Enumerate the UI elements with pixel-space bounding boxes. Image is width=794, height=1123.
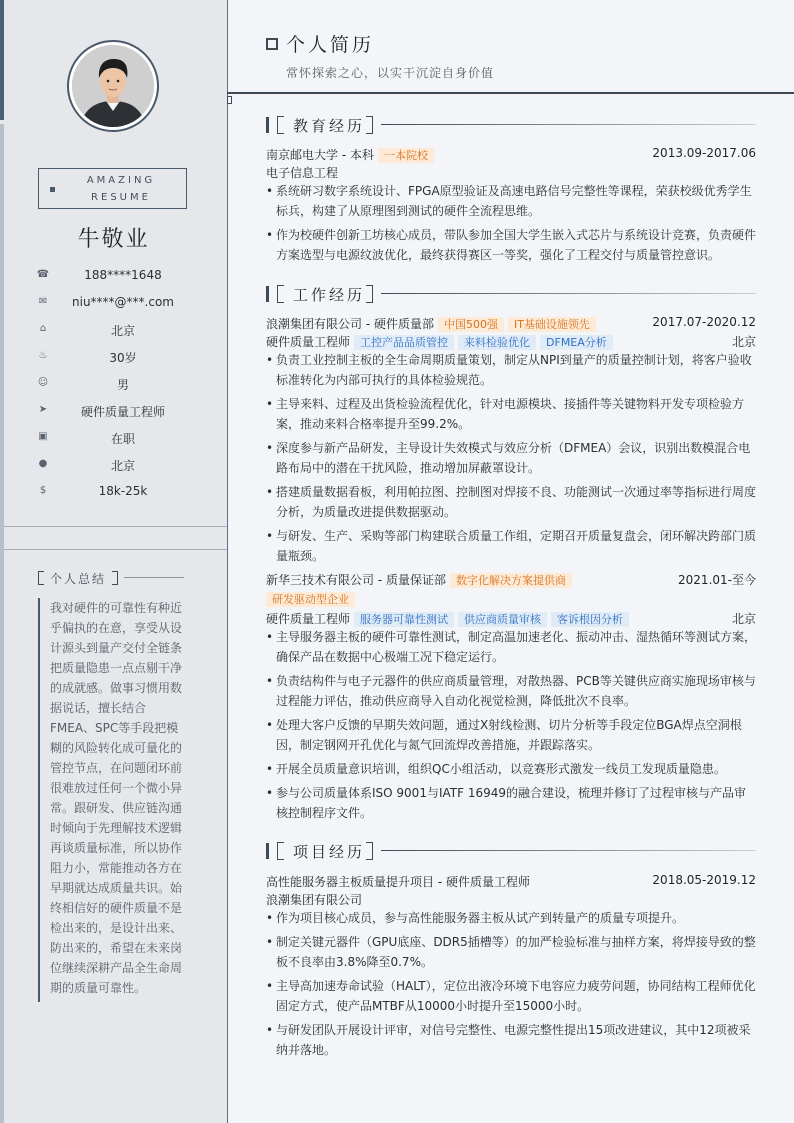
sidebar-accent-lower [0, 124, 4, 1123]
summary-text: 我对硬件的可靠性有种近乎偏执的在意，享受从设计源头到量产交付全链条把质量隐患一点点剔干净的成就感。做事习惯用数据说话，擅长结合FMEA、SPC等手段把模糊的风险转化成可量化的管控节点，在问题闭环前很难放过任何一个微小异常。跟研发、供应链沟通时倾向于先理解技术逻辑再谈质量标准，所以协作阻力小，常能推动各方在早期就达成质量共识。始终相信好的硬件质量不是检出来的，是设计出来、防出来的，希望在未来岗位继续深耕产品全生命周期的质量可靠性。 [50, 601, 183, 995]
job-bullet: • 主导服务器主板的硬件可靠性测试，制定高温加速老化、振动冲击、湿热循环等测试方案，确保产品在数据中心极端工况下稳定运行。 [266, 627, 756, 667]
info-phone [36, 267, 216, 285]
company-name: 浪潮集团有限公司 - 硬件质量部 [266, 317, 434, 331]
section-bar-icon [266, 286, 269, 302]
job-bullet: • 搭建质量数据看板，利用帕拉图、控制图对焊接不良、功能测试一次通过率等指标进行周度分析，为质量改进提供数据驱动。 [266, 482, 756, 522]
info-home-value: 北京 [110, 324, 135, 338]
role-tag: 供应商质量审核 [458, 612, 547, 627]
project-bullet: • 制定关键元器件（GPU底座、DDR5插槽等）的加严检验标准与抽样方案，将焊接导致的整板不良率由3.8%降至0.7%。 [266, 932, 756, 972]
education-bullet: • 系统研习数字系统设计、FPGA原型验证及高速电路信号完整性等课程，荣获校级优秀学生标兵，构建了从原理图到测试的硬件全流程思维。 [266, 181, 756, 221]
location-pin-icon: ● [38, 458, 48, 469]
job-bullet: • 深度参与新产品研发，主导设计失效模式与效应分析（DFMEA）会议，识别出数模混合电路布局中的潜在干扰风险，推动增加屏蔽罩设计。 [266, 438, 756, 478]
label-square-icon [50, 187, 55, 192]
money-icon: $ [39, 485, 47, 496]
cake-icon: ♨ [38, 350, 48, 361]
page-subtitle: 常怀探索之心，以实干沉淀自身价值 [286, 66, 495, 80]
job-bullet: • 开展全员质量意识培训，组织QC小组活动，以竞赛形式激发一线员工发现质量隐患。 [266, 759, 756, 779]
section-title: 项目经历 [293, 843, 366, 861]
bracket-left-icon [38, 571, 44, 585]
bracket-left-icon [277, 285, 284, 303]
sidebar-divider [4, 549, 227, 550]
info-phone-value: 188****1648 [84, 268, 162, 282]
info-email [36, 294, 216, 312]
avatar-photo [72, 45, 154, 127]
avatar [67, 40, 159, 132]
send-icon: ➤ [38, 404, 48, 415]
project-bullet: • 主导高加速寿命试验（HALT），定位出液冷环境下电容应力疲劳问题，协同结构工程师优化固定方式，使产品MTBF从10000小时提升至15000小时。 [266, 976, 756, 1016]
project-header [266, 873, 756, 891]
job-bullet: • 负责工业控制主板的全生命周期质量策划，制定从NPI到量产的质量控制计划，将客户验收标准转化为内部可执行的具体检验规范。 [266, 350, 756, 390]
briefcase-icon: ▣ [38, 431, 48, 442]
project-company: 浪潮集团有限公司 [266, 893, 363, 907]
info-status-value: 在职 [110, 432, 135, 446]
section-bar-icon [266, 117, 269, 133]
header-rule [227, 92, 794, 94]
role-tag: 来料检验优化 [458, 335, 536, 350]
info-email-value: niu****@***.com [72, 295, 174, 309]
job-header [266, 571, 756, 589]
info-location [36, 456, 216, 474]
role-tag: 工控产品品质管控 [354, 335, 454, 350]
bracket-right-icon [366, 116, 373, 134]
bracket-right-icon [366, 285, 373, 303]
summary-heading-rule [124, 577, 184, 578]
page-title: 个人简历 [286, 34, 375, 56]
candidate-name: 牛敬业 [77, 227, 150, 252]
info-gender [36, 375, 216, 393]
school-tag: 一本院校 [378, 148, 434, 163]
summary-accent-bar [38, 598, 40, 1002]
info-status [36, 429, 216, 447]
bracket-right-icon [366, 842, 373, 860]
bracket-left-icon [277, 116, 284, 134]
section-title: 教育经历 [293, 117, 366, 135]
bracket-left-icon [277, 842, 284, 860]
education-header [266, 146, 756, 164]
company-tag: 数字化解决方案提供商 [450, 573, 572, 588]
job-bullet: • 参与公司质量体系ISO 9001与IATF 16949的融合建设，梳理并修订了过程审核与产品审核控制程序文件。 [266, 783, 756, 823]
info-location-value: 北京 [110, 459, 135, 473]
school-name: 南京邮电大学 - 本科 [266, 148, 374, 162]
education-bullet: • 作为校硬件创新工坊核心成员，带队参加全国大学生嵌入式芯片与系统设计竞赛，负责硬件方案选型与电源纹波优化，最终获得赛区一等奖，强化了工程交付与质量管控意识。 [266, 225, 756, 265]
job-bullet: • 处理大客户反馈的早期失效问题，通过X射线检测、切片分析等手段定位BGA焊点空洞根因，制定钢网开孔优化与氮气回流焊改善措施，并跟踪落实。 [266, 715, 756, 755]
section-work-heading [266, 284, 756, 304]
project-bullet: • 与研发团队开展设计评审，对信号完整性、电源完整性提出15项改进建议，其中12项被采纳并落地。 [266, 1020, 756, 1060]
sidebar-divider [4, 526, 227, 527]
section-education-heading [266, 115, 756, 135]
role-tag: 服务器可靠性测试 [354, 612, 454, 627]
info-position [36, 402, 216, 420]
info-salary [36, 483, 216, 501]
section-rule [381, 124, 756, 125]
amazing-resume-label [38, 168, 187, 209]
mail-icon: ✉ [38, 296, 48, 307]
smile-icon: ☺ [37, 377, 49, 388]
info-gender-value: 男 [116, 378, 129, 392]
summary-title: 个人总结 [50, 572, 107, 586]
education-major-row [266, 164, 756, 182]
job-bullet: • 负责结构件与电子元器件的供应商质量管理，对散热器、PCB等关键供应商实施现场审核与过程能力评估，推动供应商导入自动化视觉检测，降低批次不良率。 [266, 671, 756, 711]
home-icon: ⌂ [39, 323, 47, 334]
company-tag: IT基础设施领先 [508, 317, 596, 332]
project-bullet: • 作为项目核心成员，参与高性能服务器主板从试产到转量产的质量专项提升。 [266, 908, 756, 928]
project-company-row [266, 891, 756, 909]
sidebar-accent [0, 0, 4, 120]
label-bottom: RESUME [91, 192, 151, 203]
section-title: 工作经历 [293, 286, 366, 304]
job-tag-row [266, 592, 756, 610]
title-square-icon [266, 38, 278, 50]
person-icon [72, 45, 154, 127]
sidebar [0, 0, 228, 1123]
section-rule [381, 293, 756, 294]
info-age [36, 348, 216, 366]
job-role-row [266, 333, 756, 351]
section-bar-icon [266, 843, 269, 859]
project-name: 高性能服务器主板质量提升项目 - 硬件质量工程师 [266, 875, 530, 889]
job-role: 硬件质量工程师 [266, 335, 351, 349]
education-date: 2013.09-2017.06 [652, 146, 756, 160]
role-tag: 客诉根因分析 [551, 612, 629, 627]
job-date: 2017.07-2020.12 [652, 315, 756, 329]
company-tag: 中国500强 [438, 317, 504, 332]
job-date: 2021.01-至今 [678, 573, 756, 587]
job-role-row [266, 610, 756, 628]
company-name: 新华三技术有限公司 - 质量保证部 [266, 573, 446, 587]
job-location: 北京 [731, 335, 756, 349]
info-home [36, 321, 216, 339]
job-location: 北京 [731, 612, 756, 626]
header-corner-mark [227, 96, 232, 104]
job-bullet: • 主导来料、过程及出货检验流程优化，针对电源模块、接插件等关键物料开发专项检验方案，推动来料合格率提升至99.2%。 [266, 394, 756, 434]
phone-icon: ☎ [36, 269, 50, 280]
section-project-heading [266, 841, 756, 861]
info-age-value: 30岁 [109, 351, 137, 365]
label-top: AMAZING [86, 175, 156, 186]
major: 电子信息工程 [266, 166, 339, 180]
project-date: 2018.05-2019.12 [652, 873, 756, 887]
section-rule [381, 850, 756, 851]
bracket-right-icon [112, 571, 118, 585]
job-header [266, 315, 756, 333]
company-tag: 研发驱动型企业 [266, 592, 355, 607]
info-salary-value: 18k-25k [98, 484, 148, 498]
info-position-value: 硬件质量工程师 [80, 405, 165, 419]
job-bullet: • 与研发、生产、采购等部门构建联合质量工作组，定期召开质量复盘会，闭环解决跨部门质量瓶颈。 [266, 526, 756, 566]
job-role: 硬件质量工程师 [266, 612, 351, 626]
role-tag: DFMEA分析 [540, 335, 613, 350]
